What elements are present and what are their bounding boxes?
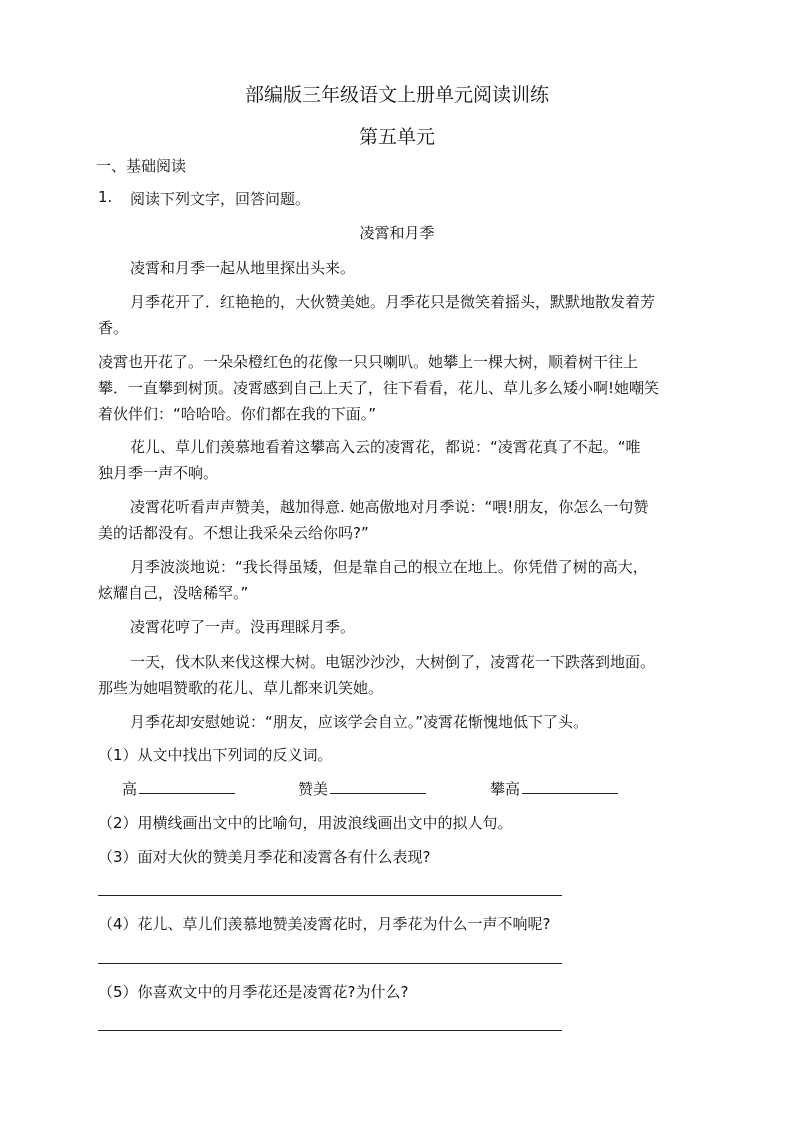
paragraph-3-line-3: 着伙伴们：“哈哈哈。你们都在我的下面。” xyxy=(98,405,377,423)
antonym-row-2 xyxy=(298,778,426,799)
paragraph-4-line-1: 花儿、草儿们羡慕地看着这攀高入云的凌霄花，都说：“凌霄花真了不起。“唯 xyxy=(130,438,641,456)
paragraph-5-line-1: 凌霄花听看声声赞美，越加得意. 她高傲地对月季说：“喂!朋友，你怎么一句赞 xyxy=(130,498,649,516)
antonym-word-2: 赞美 xyxy=(298,780,329,798)
question-1: （1）从文中找出下列词的反义词。 xyxy=(98,746,333,764)
antonym-row xyxy=(122,778,235,799)
paragraph-2-line-1: 月季花开了．红艳艳的，大伙赞美她。月季花只是微笑着摇头，默默地散发着芳 xyxy=(130,293,656,311)
question-4: （4）花儿、草儿们羡慕地赞美凌霄花时，月季花为什么一声不响呢? xyxy=(98,915,551,933)
antonym-word-3: 攀高 xyxy=(490,780,521,798)
antonym-blank-2[interactable] xyxy=(330,779,426,794)
question-instruction: 阅读下列文字，回答问题。 xyxy=(130,190,311,208)
answer-line-4[interactable] xyxy=(98,963,562,964)
paragraph-3-line-1: 凌霄也开花了。一朵朵橙红色的花像一只只喇叭。她攀上一棵大树，顺着树干往上 xyxy=(98,353,639,371)
question-2: （2）用横线画出文中的比喻句，用波浪线画出文中的拟人句。 xyxy=(98,814,513,832)
paragraph-6-line-2: 炫耀自己，没啥稀罕。” xyxy=(98,584,249,602)
question-number: 1. xyxy=(98,188,113,206)
document-title: 部编版三年级语文上册单元阅读训练 xyxy=(244,84,549,106)
paragraph-7: 凌霄花哼了一声。没再理睬月季。 xyxy=(130,618,356,636)
paragraph-8-line-2: 那些为她唱赞歌的花儿、草儿都来讥笑她。 xyxy=(98,679,384,697)
answer-line-3[interactable] xyxy=(98,895,562,896)
question-3: （3）面对大伙的赞美月季花和凌霄各有什么表现? xyxy=(98,848,431,866)
paragraph-4-line-2: 独月季一声不响。 xyxy=(98,464,219,482)
antonym-blank-3[interactable] xyxy=(522,779,618,794)
paragraph-9: 月季花却安慰她说：“朋友，应该学会自立。”凌霄花惭愧地低下了头。 xyxy=(130,713,589,731)
paragraph-1: 凌霄和月季一起从地里探出头来。 xyxy=(130,259,356,277)
answer-line-5[interactable] xyxy=(98,1030,562,1031)
question-5: （5）你喜欢文中的月季花还是凌霄花?为什么? xyxy=(98,983,409,1001)
paragraph-2-line-2: 香。 xyxy=(98,319,129,337)
section-heading: 一、基础阅读 xyxy=(96,157,187,175)
antonym-word-1: 高 xyxy=(122,780,138,798)
antonym-row-3 xyxy=(490,778,618,799)
paragraph-6-line-1: 月季波淡地说：“我长得虽矮，但是靠自己的根立在地上。你凭借了树的高大， xyxy=(130,558,648,576)
antonym-blank-1[interactable] xyxy=(139,779,235,794)
passage-title: 凌霄和月季 xyxy=(359,224,435,242)
paragraph-3-line-2: 攀．一直攀到树顶。凌霄感到自己上天了，往下看看，花儿、草儿多么矮小啊!她嘲笑 xyxy=(98,379,660,397)
unit-title: 第五单元 xyxy=(358,126,435,148)
paragraph-8-line-1: 一天，伐木队来伐这棵大树。电锯沙沙沙，大树倒了，凌霄花一下跌落到地面。 xyxy=(130,653,656,671)
paragraph-5-line-2: 美的话都没有。不想让我采朵云给你吗?” xyxy=(98,524,369,542)
